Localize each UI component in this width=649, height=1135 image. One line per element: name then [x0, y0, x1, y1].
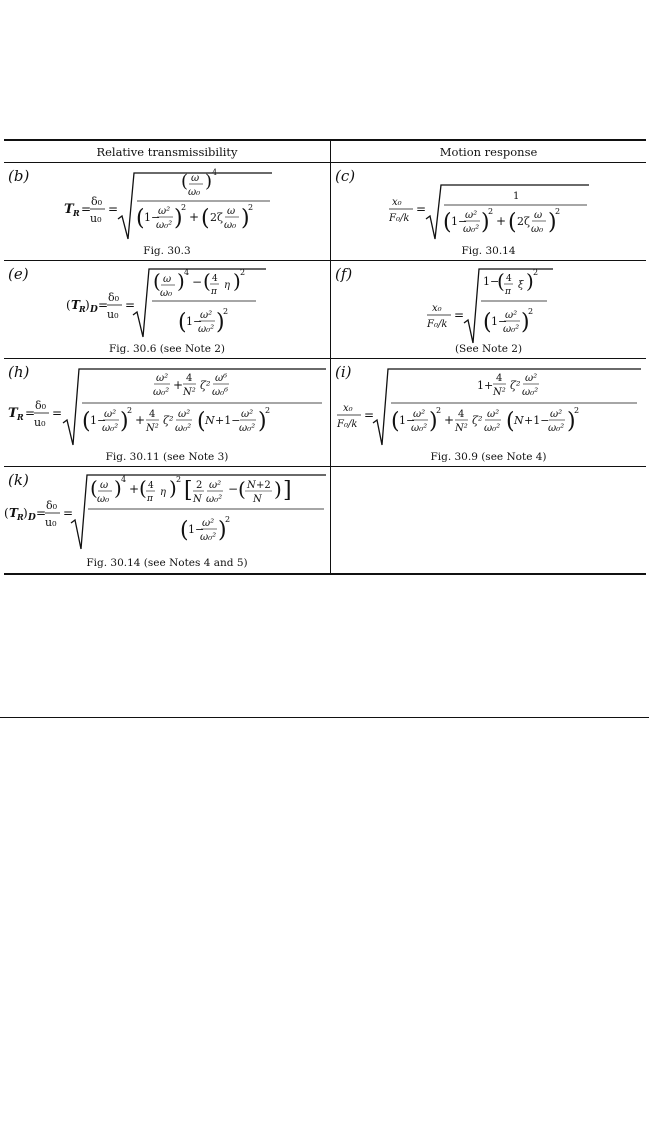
svg-text:ω₀: ω₀: [531, 224, 544, 235]
svg-text:(: (: [201, 206, 210, 231]
svg-text:ω: ω: [100, 480, 109, 491]
row-label: (f): [335, 265, 353, 283]
response-table: [4, 139, 646, 575]
equation-i: [335, 365, 645, 449]
svg-text:1−: 1−: [186, 315, 203, 328]
svg-text:2: 2: [533, 268, 539, 277]
svg-text:=: =: [81, 202, 92, 216]
svg-text:ω₀⁶: ω₀⁶: [212, 387, 229, 398]
svg-text:1+: 1+: [477, 379, 494, 392]
svg-text:ω₀²: ω₀²: [198, 324, 215, 335]
svg-text:2: 2: [436, 406, 442, 415]
svg-text:): ): [216, 310, 225, 335]
svg-text:): ): [120, 409, 129, 434]
svg-text:ω₀²: ω₀²: [522, 387, 539, 398]
svg-text:T: T: [71, 298, 80, 312]
svg-text:ω₀: ω₀: [188, 187, 201, 198]
svg-text:+: +: [173, 378, 184, 392]
svg-text:ω²: ω²: [550, 409, 563, 420]
svg-text:1−: 1−: [399, 414, 416, 427]
svg-text:=: =: [416, 202, 427, 216]
svg-text:ζ²: ζ²: [510, 379, 521, 392]
svg-text:2: 2: [248, 203, 254, 212]
svg-text:=: =: [364, 408, 375, 422]
svg-text:(: (: [90, 476, 98, 500]
svg-text:+: +: [189, 210, 200, 224]
svg-text:N: N: [514, 414, 524, 427]
svg-text:T: T: [64, 202, 74, 217]
svg-text:ω₀²: ω₀²: [239, 423, 256, 434]
svg-text:2: 2: [176, 475, 182, 484]
svg-text:(: (: [136, 206, 145, 231]
svg-text:δ₀: δ₀: [91, 195, 103, 208]
svg-text:ω²: ω²: [487, 409, 500, 420]
svg-text:ω²: ω²: [413, 409, 426, 420]
svg-text:]: ]: [283, 478, 292, 503]
svg-text:): ): [526, 269, 534, 293]
svg-text:ζ²: ζ²: [472, 414, 483, 427]
svg-text:2: 2: [225, 515, 231, 524]
svg-text:2ζ: 2ζ: [517, 215, 530, 228]
svg-text:ω²: ω²: [178, 409, 191, 420]
svg-text:ω₀²: ω₀²: [484, 423, 501, 434]
svg-text:+: +: [129, 482, 140, 496]
svg-text:(: (: [139, 476, 147, 500]
svg-text:u₀: u₀: [90, 212, 102, 225]
cell-i: [331, 359, 646, 466]
row-label: (i): [335, 363, 352, 381]
row-label: (c): [335, 167, 356, 185]
svg-text:N: N: [253, 494, 262, 505]
table-bottom-rule: [4, 573, 646, 575]
svg-text:π: π: [505, 287, 511, 297]
svg-text:δ₀: δ₀: [35, 399, 47, 412]
svg-text:N: N: [247, 480, 256, 491]
svg-text:(: (: [4, 506, 9, 520]
svg-text:ω₀²: ω₀²: [200, 532, 217, 543]
svg-text:u₀: u₀: [45, 516, 57, 529]
svg-text:): ): [481, 210, 490, 235]
svg-text:R: R: [73, 208, 80, 218]
svg-text:x₀: x₀: [343, 403, 353, 414]
svg-text:ω²: ω²: [209, 480, 222, 491]
row-label: (k): [8, 471, 29, 489]
svg-text:ω²: ω²: [525, 373, 538, 384]
svg-text:η: η: [224, 280, 230, 291]
svg-text:): ): [241, 206, 250, 231]
svg-text:ω: ω: [163, 274, 172, 285]
cell-c: [331, 163, 646, 260]
svg-text:): ): [174, 206, 183, 231]
svg-text:(: (: [181, 171, 189, 192]
equation-h: [8, 365, 328, 449]
svg-text:): ): [567, 409, 576, 434]
svg-text:4: 4: [212, 274, 218, 284]
svg-text:(: (: [66, 298, 71, 312]
svg-text:F₀/k: F₀/k: [337, 419, 358, 430]
svg-text:D: D: [28, 513, 36, 523]
column-header-motion-response: Motion response: [439, 145, 538, 159]
svg-text:ω⁶: ω⁶: [215, 373, 228, 384]
svg-text:u₀: u₀: [107, 308, 119, 321]
row-label: (e): [8, 265, 29, 283]
svg-text:): ): [177, 269, 185, 293]
svg-text:): ): [114, 476, 122, 500]
cell-b: [4, 163, 330, 260]
svg-text:N²: N²: [183, 387, 196, 398]
svg-text:δ₀: δ₀: [46, 499, 58, 512]
svg-text:ω₀: ω₀: [160, 288, 173, 299]
svg-text:+: +: [496, 214, 507, 228]
svg-text:4: 4: [186, 373, 193, 384]
page-divider: [0, 717, 649, 718]
svg-text:ω²: ω²: [156, 373, 169, 384]
svg-text:ω₀: ω₀: [224, 220, 237, 231]
svg-text:u₀: u₀: [34, 416, 46, 429]
svg-text:2: 2: [223, 307, 229, 316]
svg-text:+2: +2: [256, 480, 271, 491]
svg-text:N²: N²: [146, 423, 159, 434]
svg-text:2: 2: [555, 207, 561, 216]
svg-text:(: (: [506, 409, 515, 434]
equation-e: [66, 265, 328, 345]
row-label: (h): [8, 363, 30, 381]
cell-f: [331, 261, 646, 358]
svg-text:N: N: [193, 494, 202, 505]
svg-text:1: 1: [513, 191, 520, 202]
svg-text:η: η: [160, 487, 166, 498]
svg-text:4: 4: [149, 409, 156, 420]
svg-text:+1−: +1−: [215, 414, 241, 427]
svg-text:2: 2: [196, 480, 203, 491]
cell-h: [4, 359, 330, 466]
figure-caption: Fig. 30.14 (see Notes 4 and 5): [86, 557, 248, 569]
svg-text:1−: 1−: [188, 523, 205, 536]
figure-caption: Fig. 30.11 (see Note 3): [105, 451, 229, 463]
svg-text:(: (: [178, 310, 187, 335]
svg-text:=: =: [125, 298, 136, 312]
svg-text:ω²: ω²: [200, 310, 213, 321]
svg-text:(: (: [483, 310, 492, 335]
svg-text:4: 4: [458, 409, 465, 420]
svg-text:(: (: [391, 409, 400, 434]
svg-text:): ): [169, 476, 177, 500]
svg-text:T: T: [8, 406, 18, 421]
svg-text:π: π: [211, 287, 217, 297]
svg-text:π: π: [147, 494, 153, 504]
svg-text:(: (: [443, 210, 452, 235]
equation-k: [4, 471, 330, 555]
svg-text:ω²: ω²: [104, 409, 117, 420]
svg-text:(: (: [508, 210, 517, 235]
svg-text:=: =: [36, 506, 47, 520]
svg-text:N²: N²: [493, 387, 506, 398]
svg-text:2: 2: [265, 406, 271, 415]
svg-text:ω: ω: [227, 206, 236, 217]
svg-text:): ): [233, 269, 241, 293]
svg-text:4: 4: [506, 274, 512, 284]
svg-text:ω²: ω²: [202, 518, 215, 529]
svg-text:): ): [548, 210, 557, 235]
cell-k: [4, 467, 330, 573]
svg-text:ζ²: ζ²: [163, 414, 174, 427]
column-header-transmissibility: Relative transmissibility: [96, 145, 238, 159]
svg-text:F₀/k: F₀/k: [389, 213, 410, 224]
svg-text:x₀: x₀: [392, 197, 402, 208]
cell-e: [4, 261, 330, 358]
svg-text:ω₀²: ω₀²: [548, 423, 565, 434]
table-top-rule: [4, 139, 646, 141]
figure-caption: Fig. 30.6 (see Note 2): [108, 343, 226, 355]
svg-text:+: +: [444, 413, 455, 427]
svg-text:R: R: [17, 512, 24, 522]
svg-text:2: 2: [574, 406, 580, 415]
svg-text:ω²: ω²: [505, 310, 518, 321]
svg-text:1−: 1−: [90, 414, 107, 427]
svg-text:4: 4: [496, 373, 503, 384]
svg-text:): ): [274, 477, 282, 501]
svg-text:): ): [23, 506, 28, 520]
svg-text:2: 2: [528, 307, 534, 316]
svg-text:=: =: [52, 406, 63, 420]
svg-text:ω₀²: ω₀²: [411, 423, 428, 434]
figure-caption: (See Note 2): [454, 343, 523, 355]
svg-text:): ): [85, 298, 90, 312]
svg-text:T: T: [9, 506, 18, 520]
svg-text:N²: N²: [455, 423, 468, 434]
svg-text:F₀/k: F₀/k: [427, 319, 448, 330]
svg-text:=: =: [25, 406, 36, 420]
svg-text:2: 2: [181, 203, 187, 212]
svg-text:ξ: ξ: [518, 280, 524, 291]
equation-c: [389, 181, 609, 247]
svg-text:ω₀²: ω₀²: [503, 324, 520, 335]
svg-text:ω²: ω²: [465, 210, 478, 221]
row-label: (b): [8, 167, 30, 185]
svg-text:): ): [205, 171, 213, 192]
svg-text:2: 2: [488, 207, 494, 216]
svg-text:ω₀²: ω₀²: [175, 423, 192, 434]
svg-text:−: −: [228, 482, 239, 496]
svg-text:): ): [258, 409, 267, 434]
svg-text:2: 2: [240, 268, 246, 277]
svg-text:ω₀²: ω₀²: [156, 220, 173, 231]
svg-text:(: (: [153, 269, 161, 293]
figure-caption: Fig. 30.14: [461, 245, 516, 257]
svg-text:ω₀²: ω₀²: [206, 494, 223, 505]
svg-text:−: −: [192, 275, 203, 289]
svg-text:+1−: +1−: [524, 414, 550, 427]
svg-text:4: 4: [184, 268, 190, 277]
svg-text:1−: 1−: [483, 275, 500, 288]
svg-text:(: (: [82, 409, 91, 434]
svg-text:D: D: [90, 305, 98, 315]
svg-text:1−: 1−: [451, 215, 468, 228]
svg-text:(: (: [180, 518, 189, 543]
svg-text:R: R: [79, 304, 86, 314]
svg-text:x₀: x₀: [432, 303, 442, 314]
svg-text:1−: 1−: [491, 315, 508, 328]
svg-text:δ₀: δ₀: [108, 291, 120, 304]
svg-text:ω₀²: ω₀²: [102, 423, 119, 434]
svg-text:(: (: [197, 409, 206, 434]
equation-b: [64, 167, 326, 247]
svg-text:R: R: [17, 412, 24, 422]
svg-text:): ): [521, 310, 530, 335]
svg-text:[: [: [184, 478, 193, 503]
svg-text:ω₀: ω₀: [97, 494, 110, 505]
svg-text:=: =: [108, 202, 119, 216]
svg-text:ω²: ω²: [241, 409, 254, 420]
svg-text:=: =: [63, 506, 74, 520]
figure-caption: Fig. 30.9 (see Note 4): [430, 451, 547, 463]
svg-text:1−: 1−: [144, 211, 161, 224]
svg-text:(: (: [203, 269, 211, 293]
svg-text:(: (: [497, 269, 505, 293]
svg-text:=: =: [454, 308, 465, 322]
svg-text:2: 2: [127, 406, 133, 415]
svg-text:ω²: ω²: [158, 206, 171, 217]
svg-text:N: N: [205, 414, 215, 427]
svg-text:ζ²: ζ²: [200, 379, 211, 392]
svg-text:ω₀²: ω₀²: [153, 387, 170, 398]
equation-f: [423, 265, 573, 345]
svg-text:ω: ω: [534, 210, 543, 221]
svg-text:4: 4: [148, 481, 154, 491]
svg-text:): ): [218, 518, 227, 543]
svg-text:2ζ: 2ζ: [210, 211, 223, 224]
svg-text:=: =: [98, 298, 109, 312]
svg-text:ω₀²: ω₀²: [463, 224, 480, 235]
svg-text:4: 4: [121, 475, 127, 484]
figure-caption: Fig. 30.3: [143, 245, 191, 257]
svg-text:ω: ω: [191, 173, 200, 184]
svg-text:(: (: [238, 477, 246, 501]
svg-text:+: +: [135, 413, 146, 427]
svg-text:): ): [429, 409, 438, 434]
svg-text:4: 4: [212, 168, 218, 177]
